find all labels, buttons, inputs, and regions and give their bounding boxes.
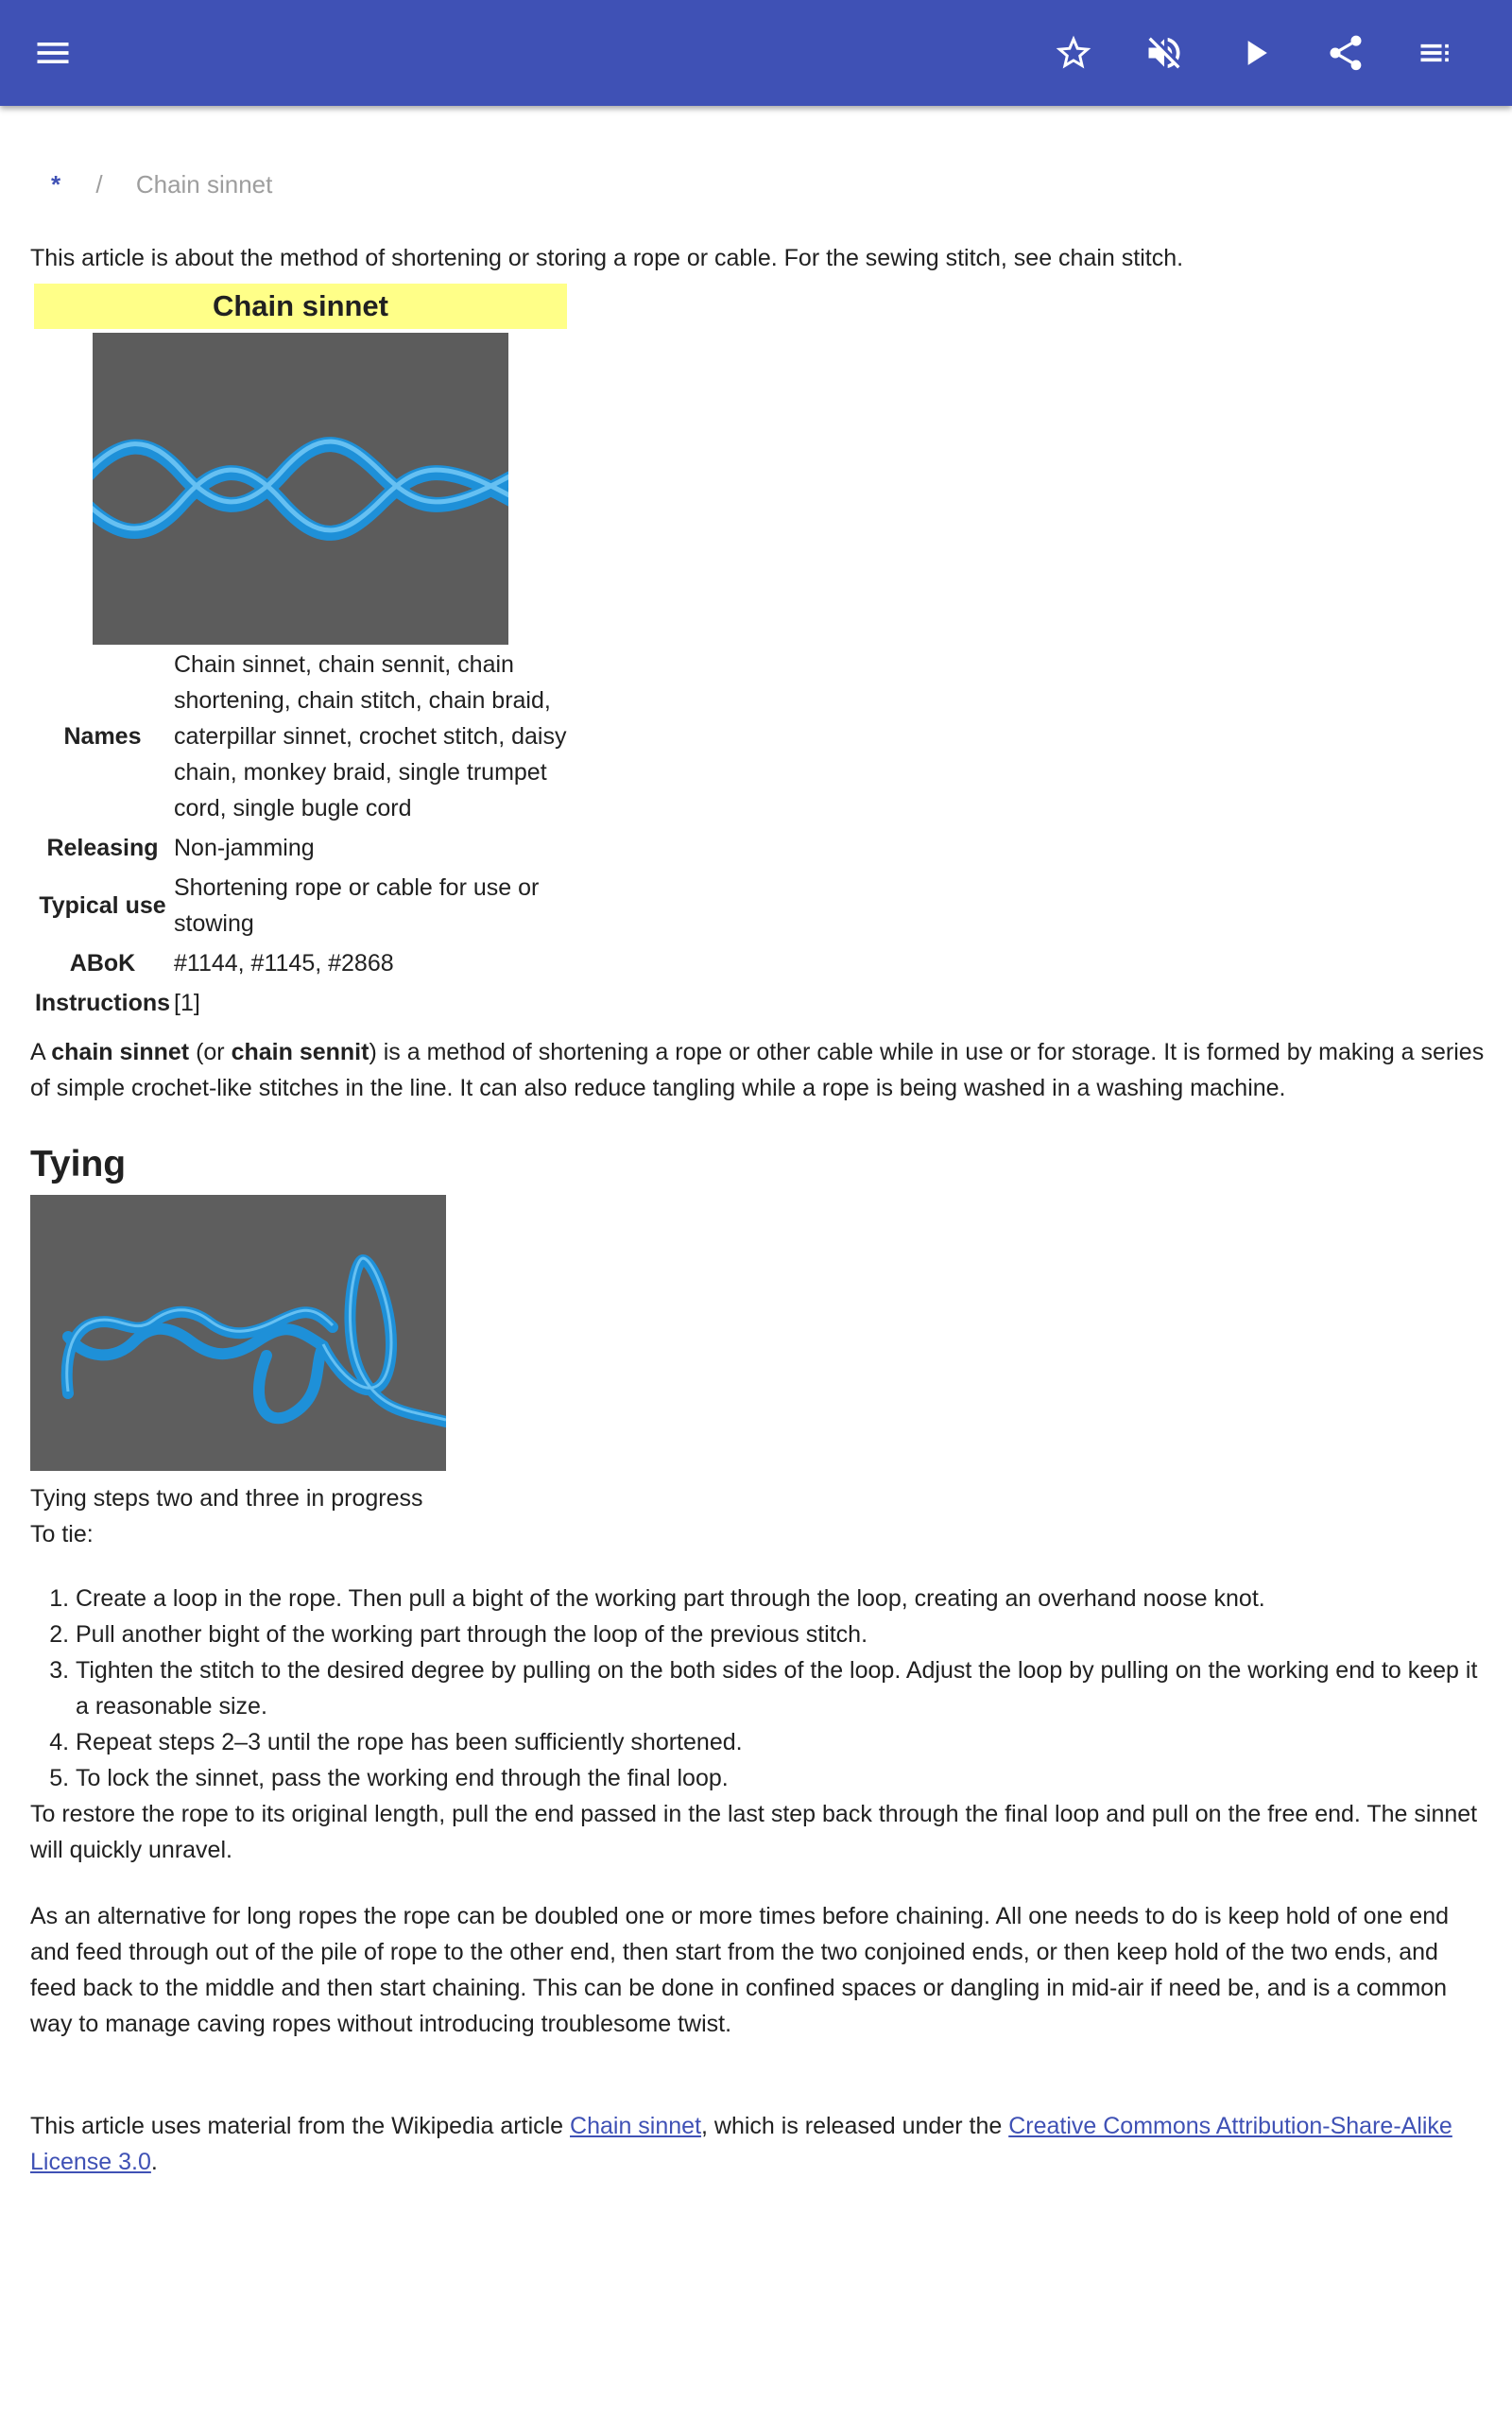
list-item: 2. Pull another bight of the working part through the loop of the previous stitch. [76,1616,1493,1652]
infobox-key: ABoK [69,950,136,977]
breadcrumb [51,166,272,202]
list-item: 1. Create a loop in the rope. Then pull a bight of the working part through the loop, creating an overhand noose knot. [76,1581,1493,1616]
infobox-value: Chain sinnet, chain sennit, chain shortening, chain stitch, chain braid, caterpillar sinnet, crochet stitch, daisy chain, monkey braid, single trumpet cord, single bugle cord [174,651,567,821]
lead-text: ) is a method of shortening a rope or other cable while in use or for storage. It is formed by making a series of simple crochet-like stitches in the line. It can also reduce tangling while a rope is being washed in a washing machine. [30,1039,1485,1101]
playlist-icon[interactable] [1410,26,1463,79]
infobox-row-instructions [34,985,567,1021]
infobox [34,284,567,1016]
breadcrumb-separator: / [95,170,103,199]
section-heading-tying: Tying [30,1144,127,1184]
infobox-row-releasing [34,830,567,866]
infobox-key: Typical use [39,892,166,919]
share-icon[interactable] [1319,26,1372,79]
infobox-key: Releasing [46,835,159,861]
list-item: 3. Tighten the stitch to the desired degree by pulling on the both sides of the loop. Adjust the loop by pulling on the working end to keep it a reasonable size. [76,1652,1493,1724]
tying-intro: To tie: [30,1521,94,1547]
breadcrumb-home[interactable]: * [51,170,61,199]
alternative-paragraph: As an alternative for long ropes the rope can be doubled one or more times before chaining. All one needs to do is keep hold of one end and feed through out of the pile of rope to the other end, then start from the two conjoined ends, or then keep hold of the two ends, and feed back to the middle and then start chaining. This can be done in confined spaces or dangling in mid-air if need be, and is a common way to manage caving ropes without introducing troublesome twist. [30,1903,1450,2037]
lead-text: A [30,1039,52,1065]
infobox-row-abok [34,945,567,981]
attribution-text: . [150,2149,158,2175]
star-outline-icon[interactable] [1047,26,1100,79]
infobox-value: Shortening rope or cable for use or stowing [174,874,540,937]
app-bar [0,0,1512,106]
infobox-value: Non-jamming [174,835,315,861]
infobox-rows [34,647,567,1021]
menu-icon[interactable] [26,26,79,79]
infobox-image [93,333,508,645]
hatnote: This article is about the method of shortening or storing a rope or cable. For the sewing stitch, see chain stitch. [30,245,1184,271]
lead-bold-term: chain sennit [231,1039,369,1065]
attribution-text: , which is released under the [701,2113,1009,2139]
tying-steps-list [30,1581,1493,1796]
lead-paragraph [30,1034,1486,1106]
infobox-row-typical-use [34,870,567,942]
infobox-row-names [34,647,567,826]
wikipedia-article-link[interactable]: Chain sinnet [570,2113,702,2139]
attribution-text: This article uses material from the Wikipedia article [30,2113,571,2139]
attribution-paragraph [30,2108,1486,2180]
infobox-value: #1144, #1145, #2868 [174,950,394,977]
restore-paragraph: To restore the rope to its original length, pull the end passed in the last step back through the final loop and pull on the free end. The sinnet will quickly unravel. [30,1801,1478,1863]
tying-image [30,1195,446,1471]
list-item: 4. Repeat steps 2–3 until the rope has been sufficiently shortened. [76,1724,1493,1760]
breadcrumb-current: Chain sinnet [135,170,273,199]
lead-text: (or [189,1039,232,1065]
lead-bold-term: chain sinnet [51,1039,190,1065]
play-icon[interactable] [1228,26,1281,79]
infobox-instructions-ref[interactable]: [1] [174,990,200,1016]
license-link[interactable]: Creative Commons Attribution-Share-Alike License 3.0 [30,2113,1452,2175]
infobox-key: Names [63,723,142,750]
volume-off-icon[interactable] [1138,26,1191,79]
infobox-key: Instructions [34,990,171,1016]
list-item: 5. To lock the sinnet, pass the working end through the final loop. [76,1760,1493,1796]
infobox-title: Chain sinnet [34,284,567,329]
tying-image-caption: Tying steps two and three in progress [30,1485,423,1512]
